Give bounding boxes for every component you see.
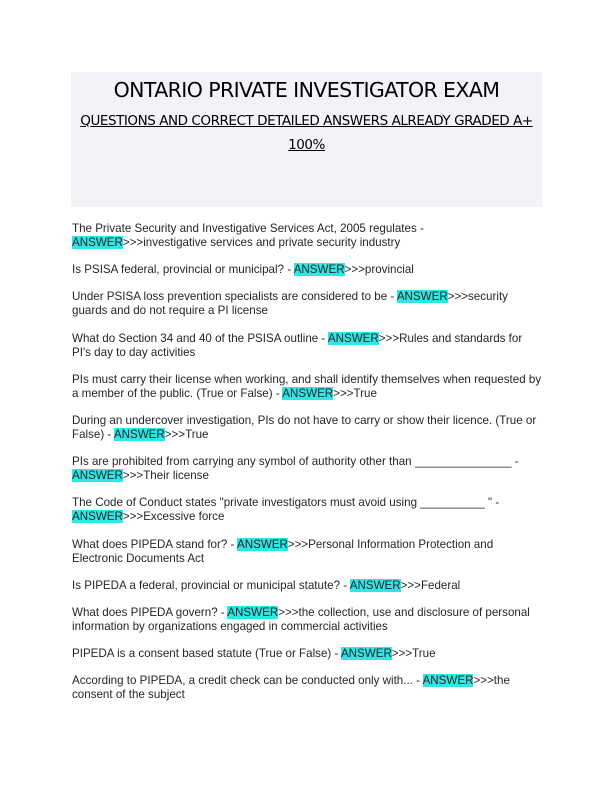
answer-highlight: ANSWER bbox=[293, 263, 345, 277]
answer-text: >>>Rules and standards for PI's day to day activities bbox=[72, 331, 523, 359]
qa-item bbox=[72, 290, 544, 318]
qa-item bbox=[72, 455, 544, 483]
answer-highlight: ANSWER bbox=[282, 386, 334, 400]
answer-highlight: ANSWER bbox=[227, 605, 279, 619]
answer-text: >>>provincial bbox=[344, 263, 414, 277]
title-box bbox=[71, 72, 542, 207]
qa-item bbox=[72, 674, 544, 702]
answer-text: >>>the collection, use and disclosure of personal information by organizations engaged in commercial activities bbox=[72, 605, 530, 633]
answer-highlight: ANSWER bbox=[327, 331, 379, 345]
answer-highlight: ANSWER bbox=[349, 578, 401, 592]
question-text: The Code of Conduct states "private investigators must avoid using __________ " - bbox=[72, 496, 500, 510]
answer-highlight: ANSWER bbox=[422, 674, 474, 688]
answer-highlight: ANSWER bbox=[72, 510, 123, 524]
question-text: The Private Security and Investigative Services Act, 2005 regulates - bbox=[72, 222, 424, 235]
answer-highlight: ANSWER bbox=[236, 537, 288, 551]
qa-item bbox=[72, 579, 544, 593]
qa-item bbox=[72, 606, 544, 634]
qa-item bbox=[72, 373, 544, 401]
answer-highlight: ANSWER bbox=[72, 236, 123, 249]
answer-text: >>>the consent of the subject bbox=[72, 674, 510, 702]
qa-item bbox=[72, 538, 544, 566]
answer-text: >>>Excessive force bbox=[122, 510, 225, 524]
question-text: PIs are prohibited from carrying any symbol of authority other than _______________ - bbox=[72, 455, 519, 469]
answer-text: >>>True bbox=[391, 647, 436, 661]
qa-item bbox=[72, 414, 544, 442]
question-text: Is PIPEDA a federal, provincial or municipal statute? - bbox=[72, 578, 350, 592]
answer-text: >>>Their license bbox=[122, 469, 209, 483]
question-text: During an undercover investigation, PIs do not have to carry or show their licence. (True or False) - bbox=[72, 413, 537, 441]
qa-item bbox=[72, 263, 544, 277]
qa-item bbox=[72, 647, 544, 661]
question-text: Is PSISA federal, provincial or municipal? - bbox=[72, 263, 294, 277]
question-text: PIs must carry their license when working, and shall identify themselves when requested by a member of the public. (True or False) - bbox=[72, 372, 542, 400]
qa-item bbox=[72, 222, 544, 250]
question-text: What does PIPEDA stand for? - bbox=[72, 537, 237, 551]
qa-item bbox=[72, 496, 544, 524]
answer-text: >>>True bbox=[164, 427, 209, 441]
question-text: What do Section 34 and 40 of the PSISA outline - bbox=[72, 331, 328, 345]
answer-text: >>>Personal Information Protection and Electronic Documents Act bbox=[72, 537, 494, 565]
question-text: PIPEDA is a consent based statute (True or False) - bbox=[72, 647, 341, 661]
answer-text: >>>investigative services and private security industry bbox=[122, 236, 401, 249]
document-title: ONTARIO PRIVATE INVESTIGATOR EXAM bbox=[113, 78, 500, 102]
answer-text: >>>True bbox=[333, 386, 377, 400]
answer-text: >>>Federal bbox=[400, 578, 461, 592]
question-text: According to PIPEDA, a credit check can be conducted only with... - bbox=[72, 674, 423, 688]
answer-highlight: ANSWER bbox=[396, 290, 448, 304]
question-text: Under PSISA loss prevention specialists are considered to be - bbox=[72, 290, 397, 304]
answer-highlight: ANSWER bbox=[113, 427, 165, 441]
answer-highlight: ANSWER bbox=[72, 469, 123, 483]
qa-list bbox=[72, 222, 544, 715]
question-text: What does PIPEDA govern? - bbox=[72, 605, 228, 619]
answer-highlight: ANSWER bbox=[340, 647, 392, 661]
document-subtitle: QUESTIONS AND CORRECT DETAILED ANSWERS ALREADY GRADED A+ 100% bbox=[80, 113, 533, 153]
answer-text: >>>security guards and do not require a PI license bbox=[72, 290, 508, 318]
qa-item bbox=[72, 332, 544, 360]
